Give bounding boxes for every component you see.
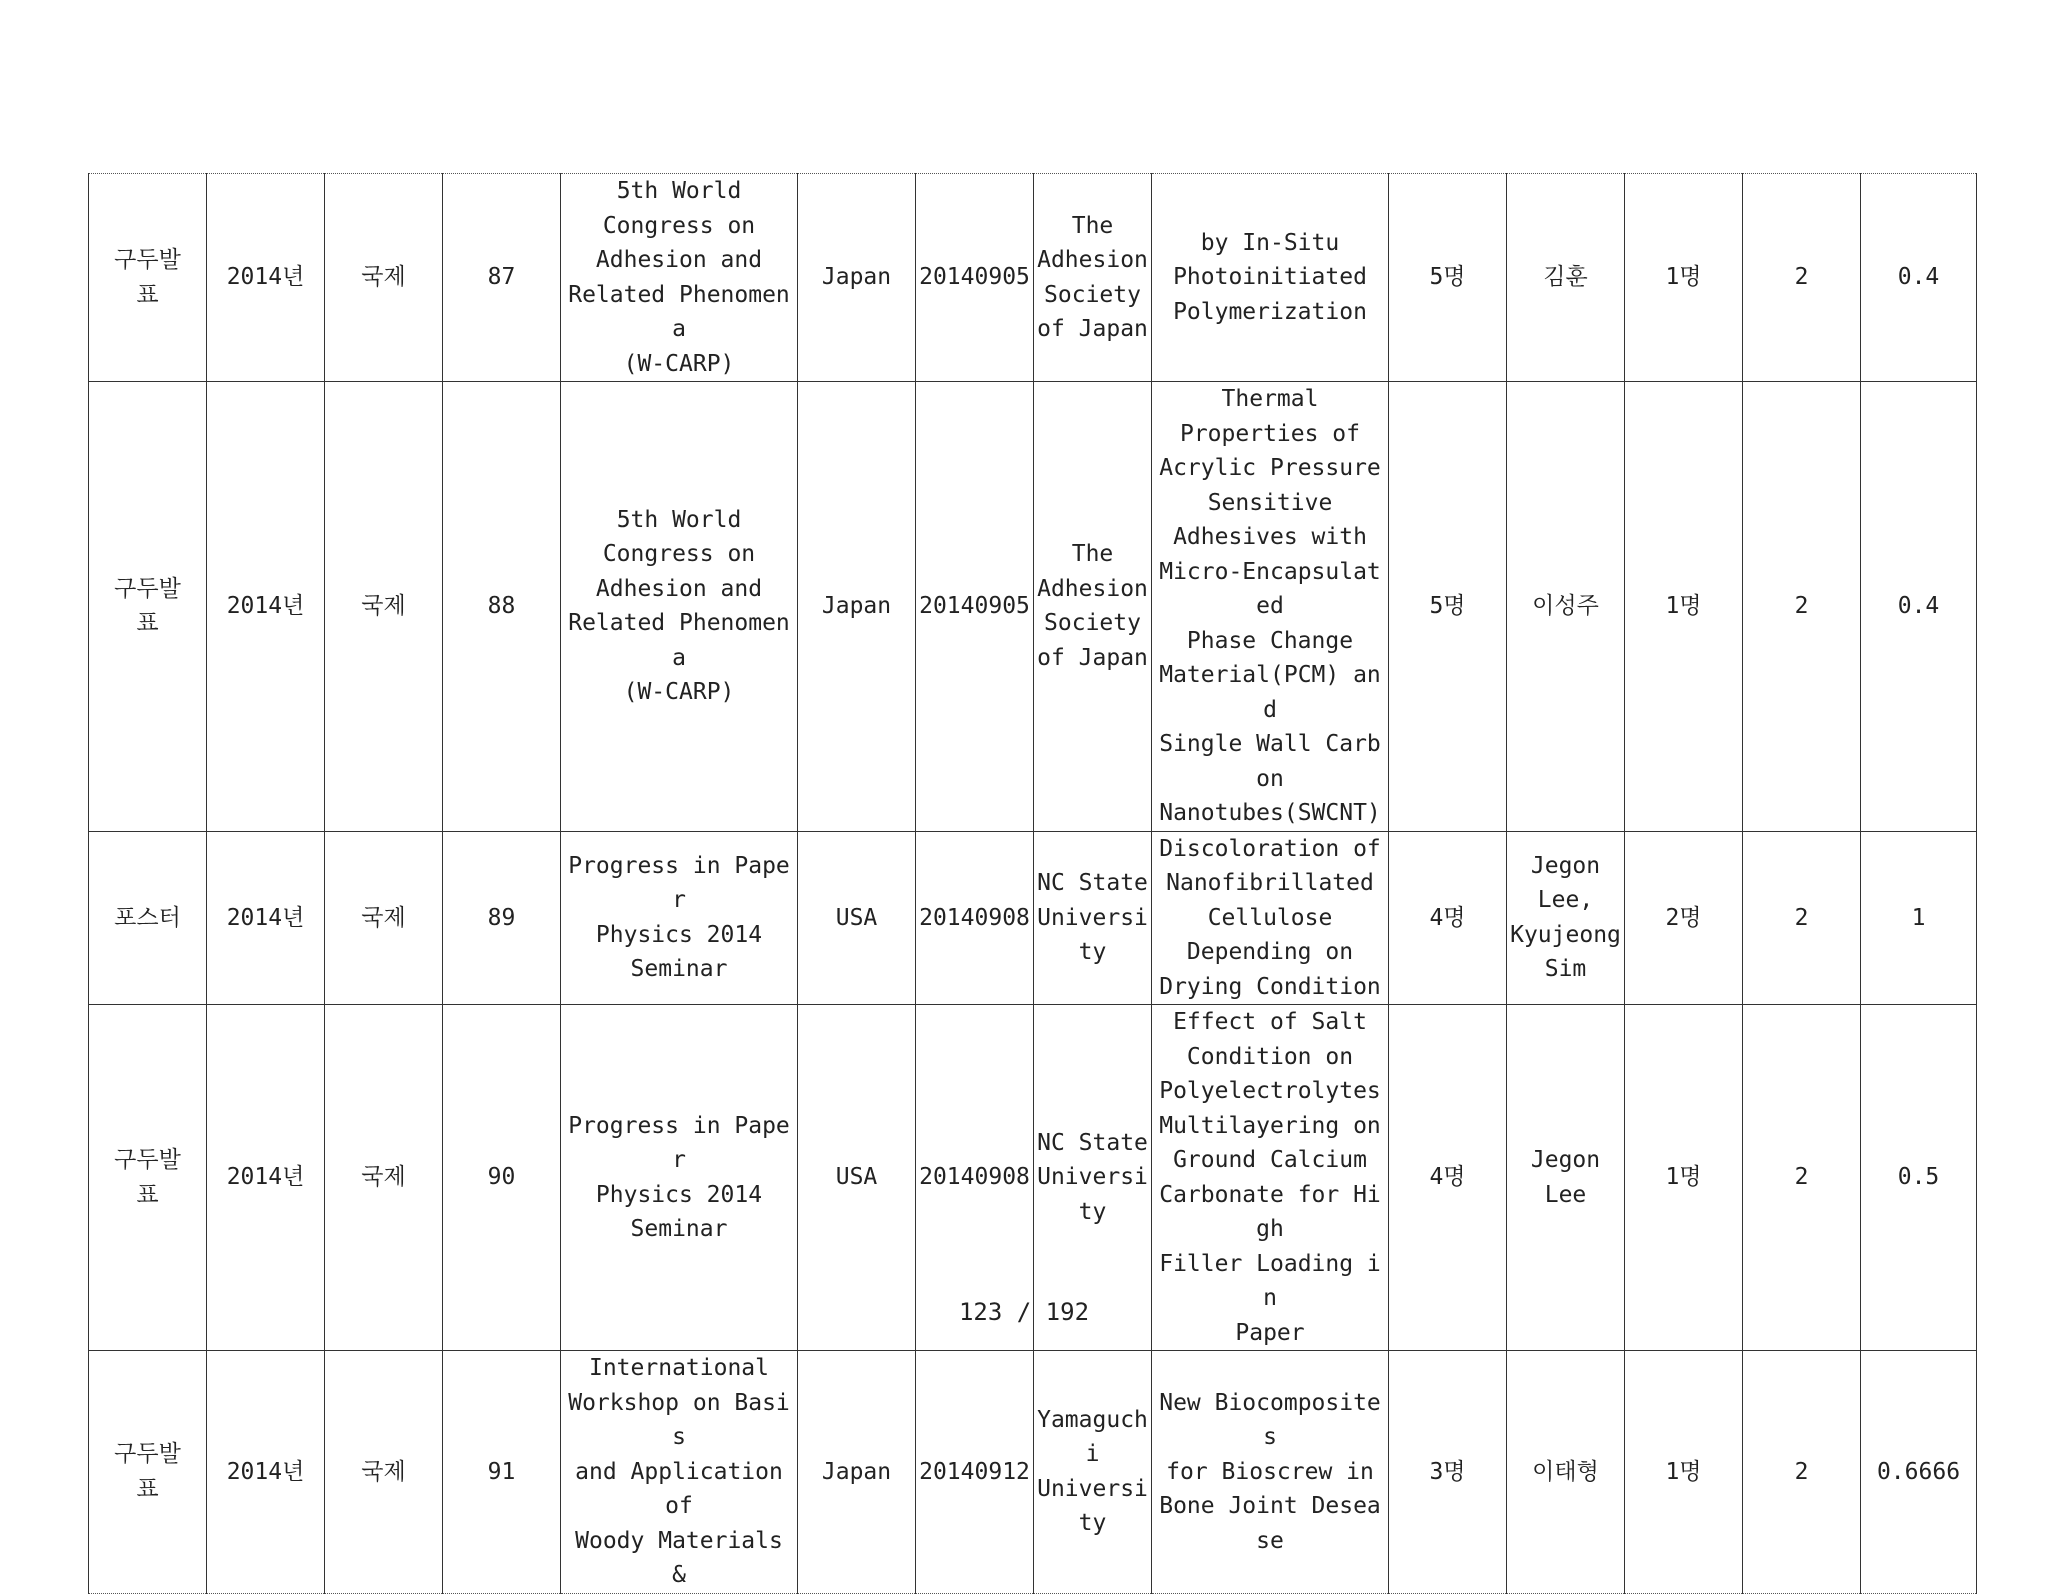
date-cell: 20140912 bbox=[916, 1351, 1034, 1594]
date-cell: 20140905 bbox=[916, 174, 1034, 382]
weight-cell: 2 bbox=[1743, 1005, 1861, 1351]
scope-cell: 국제 bbox=[325, 174, 443, 382]
organizer-cell: The Adhesion Society of Japan bbox=[1034, 174, 1152, 382]
type-cell: 구두발 표 bbox=[89, 1005, 207, 1351]
participants-cell: 1명 bbox=[1625, 174, 1743, 382]
score-cell: 0.4 bbox=[1861, 174, 1977, 382]
weight-cell: 2 bbox=[1743, 174, 1861, 382]
organizer-cell: NC State Universi ty bbox=[1034, 831, 1152, 1005]
page-number: 123 / 192 bbox=[958, 1298, 1090, 1326]
country-cell: Japan bbox=[798, 382, 916, 832]
year-cell: 2014년 bbox=[207, 382, 325, 832]
number-cell: 89 bbox=[443, 831, 561, 1005]
type-cell: 구두발 표 bbox=[89, 1351, 207, 1594]
records-table bbox=[88, 173, 1977, 1594]
title-cell: by In-Situ Photoinitiated Polymerization bbox=[1152, 174, 1389, 382]
participants-cell: 1명 bbox=[1625, 1005, 1743, 1351]
participants-cell: 1명 bbox=[1625, 1351, 1743, 1594]
authors-cell: 5명 bbox=[1389, 174, 1507, 382]
date-cell: 20140908 bbox=[916, 831, 1034, 1005]
number-cell: 91 bbox=[443, 1351, 561, 1594]
table-row bbox=[89, 174, 1977, 382]
type-cell: 포스터 bbox=[89, 831, 207, 1005]
type-cell: 구두발 표 bbox=[89, 382, 207, 832]
country-cell: Japan bbox=[798, 1351, 916, 1594]
weight-cell: 2 bbox=[1743, 1351, 1861, 1594]
year-cell: 2014년 bbox=[207, 1351, 325, 1594]
date-cell: 20140905 bbox=[916, 382, 1034, 832]
title-cell: Effect of Salt Condition on Polyelectrolytes Multilayering on Ground Calcium Carbonate for High Filler Loading in Paper bbox=[1152, 1005, 1389, 1351]
type-cell: 구두발 표 bbox=[89, 174, 207, 382]
authors-cell: 4명 bbox=[1389, 831, 1507, 1005]
organizer-cell: Yamaguch i Universi ty bbox=[1034, 1351, 1152, 1594]
score-cell: 0.4 bbox=[1861, 382, 1977, 832]
date-cell: 20140908 bbox=[916, 1005, 1034, 1351]
organizer-cell: The Adhesion Society of Japan bbox=[1034, 382, 1152, 832]
year-cell: 2014년 bbox=[207, 831, 325, 1005]
scope-cell: 국제 bbox=[325, 382, 443, 832]
country-cell: USA bbox=[798, 831, 916, 1005]
country-cell: USA bbox=[798, 1005, 916, 1351]
conference-cell: Progress in Paper Physics 2014 Seminar bbox=[561, 831, 798, 1005]
presenter-cell: 이태형 bbox=[1507, 1351, 1625, 1594]
presenter-cell: Jegon Lee, Kyujeong Sim bbox=[1507, 831, 1625, 1005]
organizer-cell: NC State Universi ty bbox=[1034, 1005, 1152, 1351]
participants-cell: 2명 bbox=[1625, 831, 1743, 1005]
score-cell: 0.5 bbox=[1861, 1005, 1977, 1351]
presenter-cell: 김훈 bbox=[1507, 174, 1625, 382]
weight-cell: 2 bbox=[1743, 831, 1861, 1005]
scope-cell: 국제 bbox=[325, 1351, 443, 1594]
scope-cell: 국제 bbox=[325, 831, 443, 1005]
year-cell: 2014년 bbox=[207, 174, 325, 382]
table-row bbox=[89, 831, 1977, 1005]
authors-cell: 4명 bbox=[1389, 1005, 1507, 1351]
conference-cell: 5th World Congress on Adhesion and Related Phenomena (W-CARP) bbox=[561, 174, 798, 382]
number-cell: 90 bbox=[443, 1005, 561, 1351]
title-cell: Discoloration of Nanofibrillated Cellulose Depending on Drying Condition bbox=[1152, 831, 1389, 1005]
conference-cell: International Workshop on Basis and Application of Woody Materials & bbox=[561, 1351, 798, 1594]
score-cell: 1 bbox=[1861, 831, 1977, 1005]
title-cell: New Biocomposites for Bioscrew in Bone Joint Desease bbox=[1152, 1351, 1389, 1594]
score-cell: 0.6666 bbox=[1861, 1351, 1977, 1594]
conference-cell: Progress in Paper Physics 2014 Seminar bbox=[561, 1005, 798, 1351]
authors-cell: 5명 bbox=[1389, 382, 1507, 832]
presenter-cell: 이성주 bbox=[1507, 382, 1625, 832]
year-cell: 2014년 bbox=[207, 1005, 325, 1351]
authors-cell: 3명 bbox=[1389, 1351, 1507, 1594]
conference-cell: 5th World Congress on Adhesion and Related Phenomena (W-CARP) bbox=[561, 382, 798, 832]
scope-cell: 국제 bbox=[325, 1005, 443, 1351]
presenter-cell: Jegon Lee bbox=[1507, 1005, 1625, 1351]
title-cell: Thermal Properties of Acrylic Pressure Sensitive Adhesives with Micro-Encapsulated Phase Change Material(PCM) and Single Wall Carbon Nanotubes(SWCNT) bbox=[1152, 382, 1389, 832]
weight-cell: 2 bbox=[1743, 382, 1861, 832]
number-cell: 87 bbox=[443, 174, 561, 382]
table-row bbox=[89, 382, 1977, 832]
number-cell: 88 bbox=[443, 382, 561, 832]
table-row bbox=[89, 1351, 1977, 1594]
country-cell: Japan bbox=[798, 174, 916, 382]
participants-cell: 1명 bbox=[1625, 382, 1743, 832]
